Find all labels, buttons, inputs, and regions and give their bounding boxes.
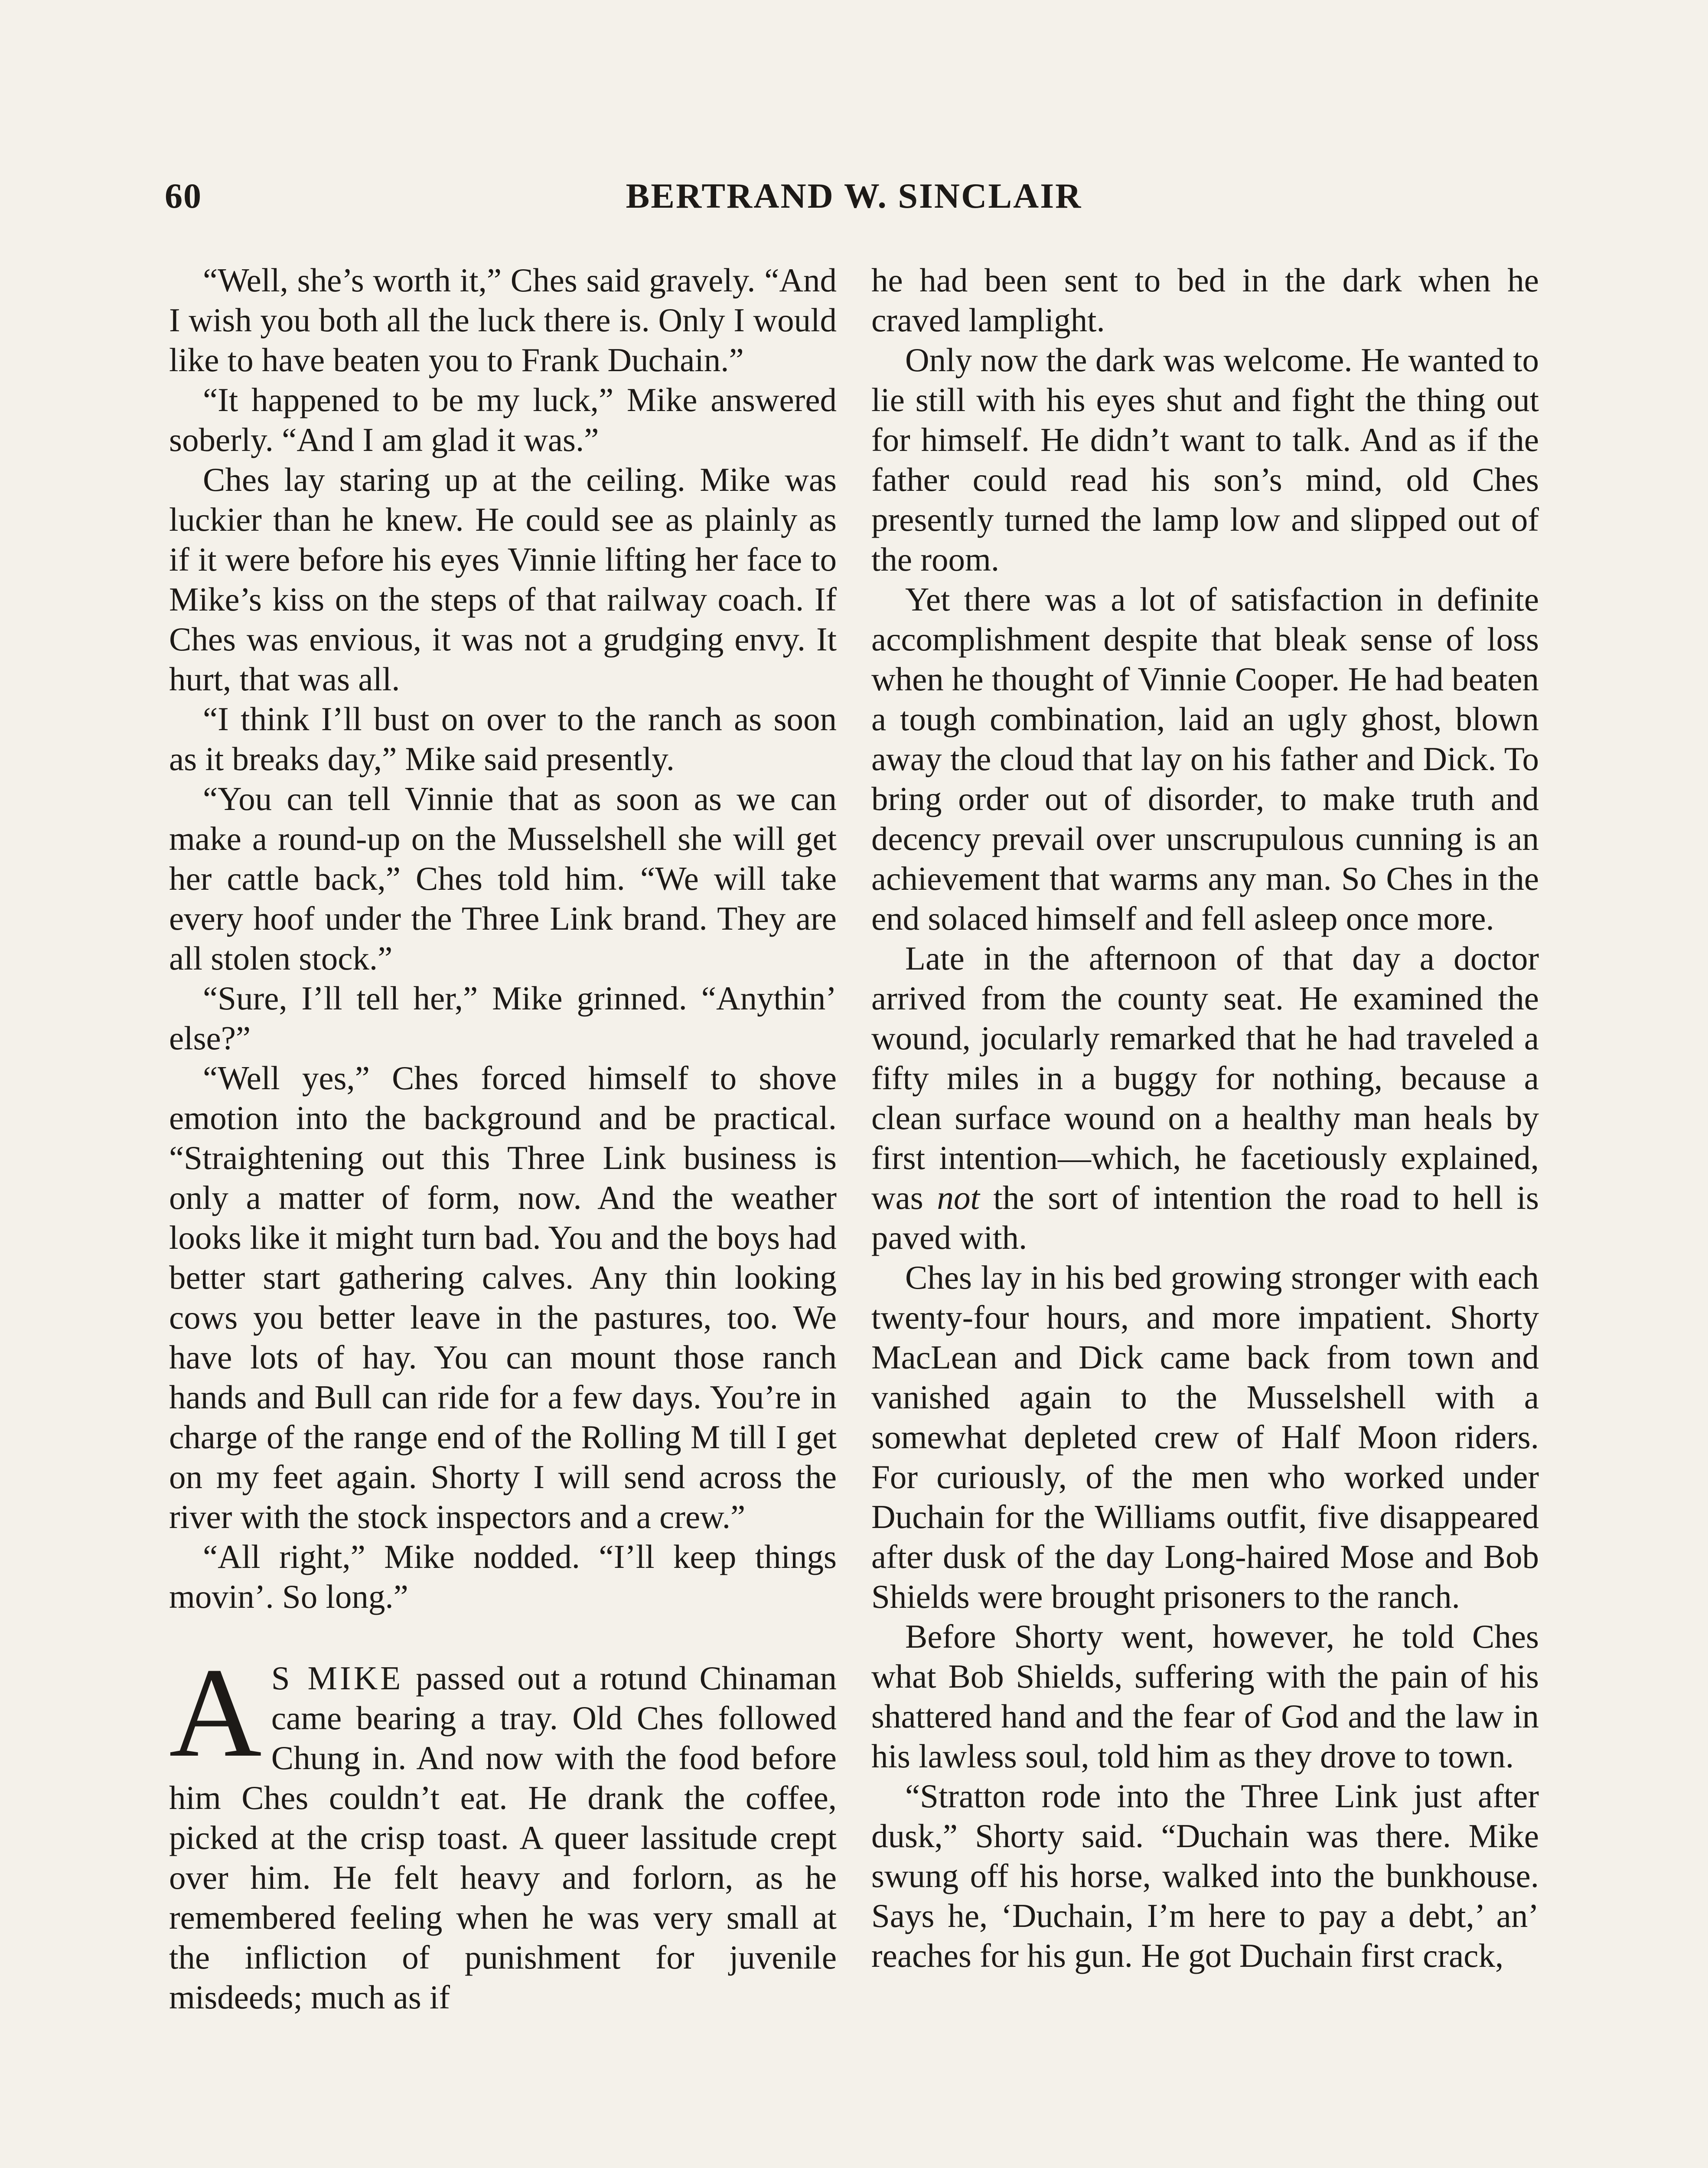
paragraph: “Stratton rode into the Three Link just after dusk,” Shorty said. “Duchain was there. Mike swung off his horse, walked into the bunkhouse. Says he, ‘Duchain, I’m here to pay a debt,’ an’ reaches for his gun. He got Duchain first crack, (871, 1777, 1539, 1974)
small-caps-lead: S MIKE (271, 1659, 404, 1697)
paragraph: Only now the dark was welcome. He wanted to lie still with his eyes shut and fight the thing out for himself. He didn’t want to talk. And as if the father could read his son’s mind, old Ches presently turned the lamp low and slipped out of the room. (871, 341, 1539, 578)
paragraph: “Well, she’s worth it,” Ches said gravely. “And I wish you both all the luck there is. Only I would like to have beaten you to Frank Duchain.” (169, 261, 837, 379)
drop-cap: A (169, 1642, 262, 1784)
paragraph: “Well yes,” Ches forced himself to shove emotion into the background and be practical. “Straightening out this Three Link business is only a matter of form, now. And the weather looks like it might turn bad. You and the boys had better start gathering calves. Any thin looking cows you better leave in the pastures, too. We have lots of hay. You can mount those ranch hands and Bull can ride for a few days. You’re in charge of the range end of the Rolling M till I get on my feet again. Shorty I will send across the river with the stock inspectors and a crew.” (169, 1059, 837, 1535)
paragraph: Ches lay in his bed growing stronger with each twenty-four hours, and more impatient. Shorty MacLean and Dick came back from town and vanished again to the Musselshell with a somewhat depleted crew of Half Moon riders. For curiously, of the men who worked under Duchain for the Williams outfit, five disappeared after dusk of the day Long-haired Mose and Bob Shields were brought prisoners to the ranch. (871, 1259, 1539, 1615)
page-number: 60 (165, 176, 202, 215)
paragraph: “Sure, I’ll tell her,” Mike grinned. “Anythin’ else?” (169, 980, 837, 1057)
section-text: passed out a rotund Chinaman came bearing a tray. Old Ches followed Chung in. And now with the food before him Ches couldn’t eat. He drank the coffee, picked at the crisp toast. A queer lassitude crept over him. He felt heavy and forlorn, as he remembered feeling when he was very small at the infliction of punishment for juvenile misdeeds; much as if (169, 1659, 837, 2016)
paragraph: Before Shorty went, however, he told Ches what Bob Shields, suffering with the pain of his shattered hand and the fear of God and the law in his lawless soul, told him as they drove to town. (871, 1618, 1539, 1775)
paragraph: “You can tell Vinnie that as soon as we can make a round-up on the Musselshell she will get her cattle back,” Ches told him. “We will take every hoof under the Three Link brand. They are all stolen stock.” (169, 780, 837, 977)
continued-paragraph: he had been sent to bed in the dark when he craved lamplight. (871, 261, 1539, 339)
left-column (169, 260, 837, 2168)
paragraph: “It happened to be my luck,” Mike answered soberly. “And I am glad it was.” (169, 381, 837, 458)
doctor-paragraph (871, 938, 1539, 1257)
page-header (165, 176, 1543, 228)
paragraph: Ches lay staring up at the ceiling. Mike was luckier than he knew. He could see as plainly as if it were before his eyes Vinnie lifting her face to Mike’s kiss on the steps of that railway coach. If Ches was envious, it was not a grudging envy. It hurt, that was all. (169, 461, 837, 698)
doctor-text-before: Late in the afternoon of that day a doctor arrived from the county seat. He examined the wound, jocularly remarked that he had traveled a fifty miles in a buggy for nothing, because a clean surface wound on a healthy man heals by first intention—which, he facetiously explained, was (871, 940, 1539, 1216)
section-opening-paragraph (169, 1642, 837, 2017)
paragraph: “All right,” Mike nodded. “I’ll keep things movin’. So long.” (169, 1538, 837, 1615)
running-head: BERTRAND W. SINCLAIR (626, 176, 1082, 215)
paragraph: Yet there was a lot of satisfaction in definite accomplishment despite that bleak sense of loss when he thought of Vinnie Cooper. He had beaten a tough combination, laid an ugly ghost, blown away the cloud that lay on his father and Dick. To bring order out of disorder, to make truth and decency prevail over unscrupulous cunning is an achievement that warms any man. So Ches in the end solaced himself and fell asleep once more. (871, 581, 1539, 937)
emphasis-word: not (937, 1179, 980, 1216)
paragraph: “I think I’ll bust on over to the ranch as soon as it breaks day,” Mike said presently. (169, 700, 837, 777)
right-column (871, 260, 1539, 2168)
doctor-text-after: the sort of intention the road to hell is paved with. (871, 1179, 1539, 1256)
